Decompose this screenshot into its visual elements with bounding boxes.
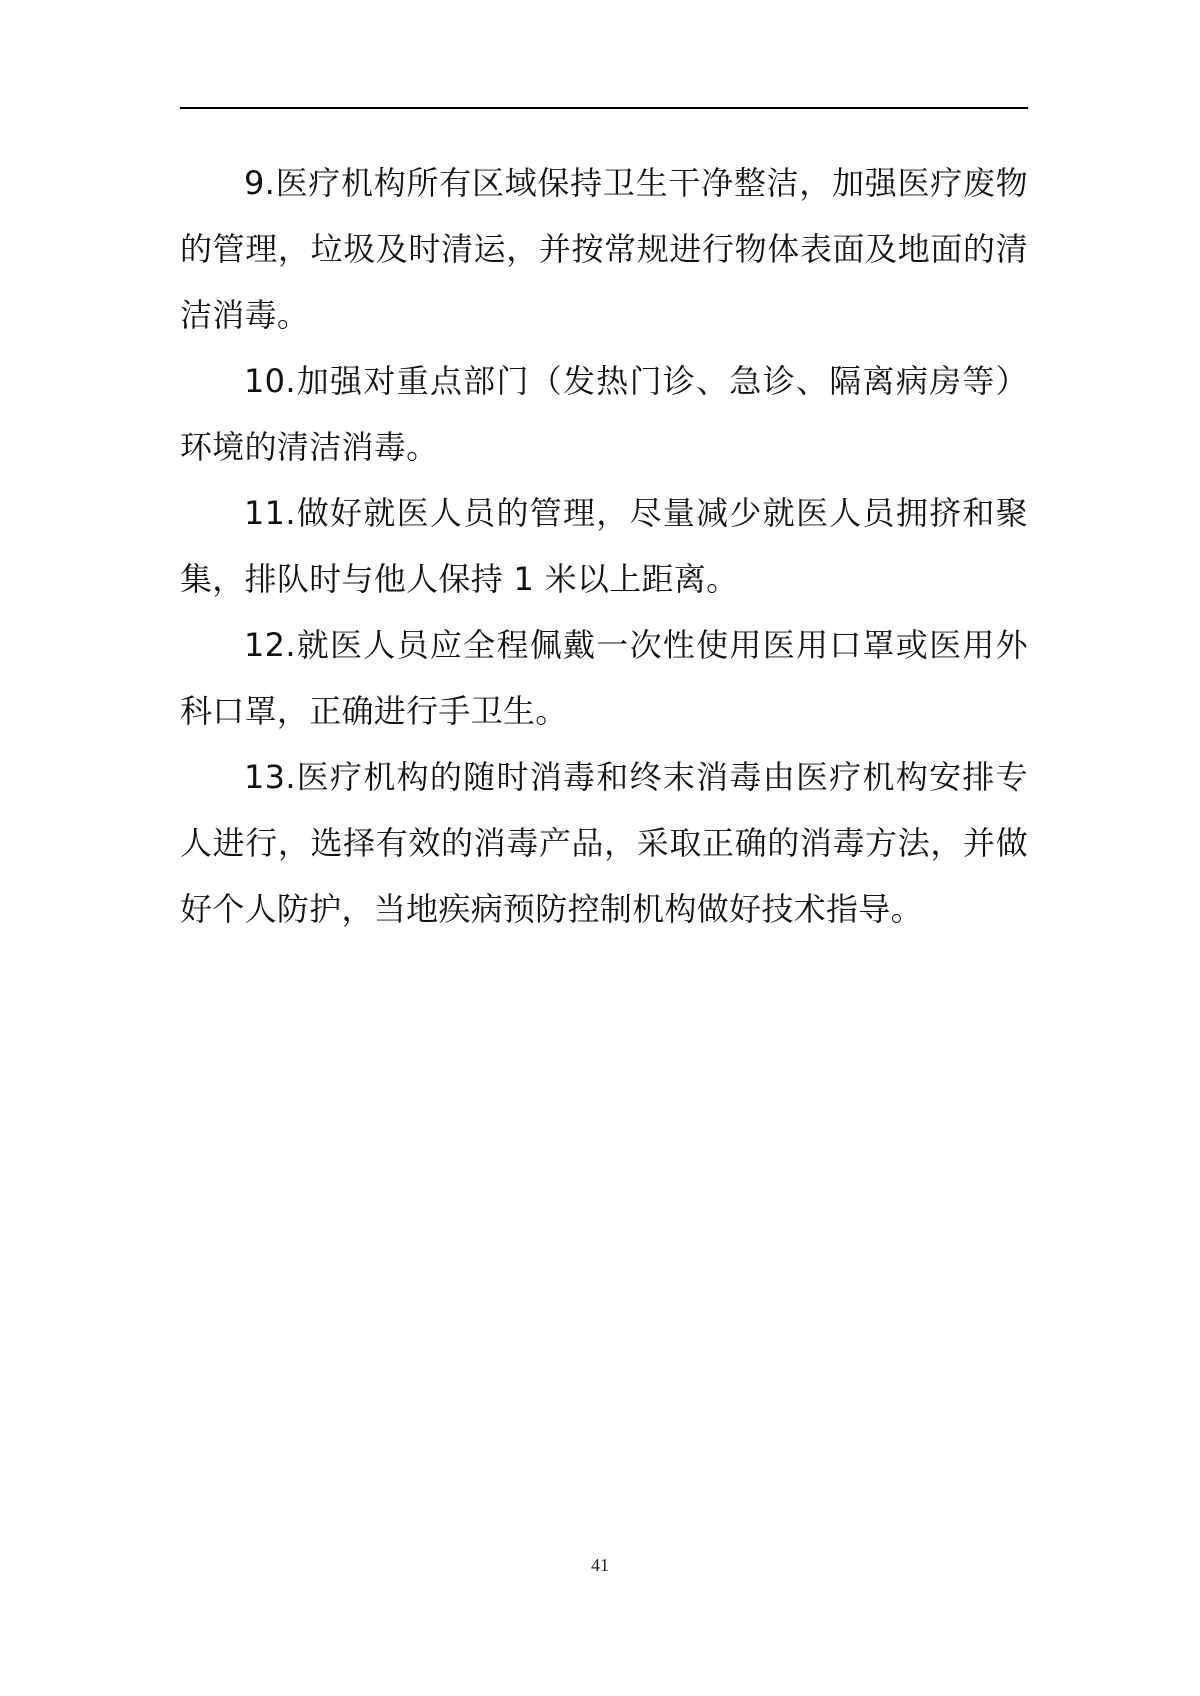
document-body (180, 150, 1028, 942)
paragraph-12: 12.就医人员应全程佩戴一次性使用医用口罩或医用外科口罩，正确进行手卫生。 (180, 626, 1028, 730)
header-rule (180, 107, 1028, 109)
paragraph-9: 9.医疗机构所有区域保持卫生干净整洁，加强医疗废物的管理，垃圾及时清运，并按常规进行物体表面及地面的清洁消毒。 (180, 164, 1028, 334)
page-number: 41 (591, 1555, 609, 1575)
paragraph-10: 10.加强对重点部门（发热门诊、急诊、隔离病房等）环境的清洁消毒。 (180, 362, 1028, 466)
paragraph-11: 11.做好就医人员的管理，尽量减少就医人员拥挤和聚集，排队时与他人保持 1 米以上距离。 (180, 494, 1028, 598)
paragraph-13: 13.医疗机构的随时消毒和终末消毒由医疗机构安排专人进行，选择有效的消毒产品，采取正确的消毒方法，并做好个人防护，当地疾病预防控制机构做好技术指导。 (180, 758, 1028, 928)
